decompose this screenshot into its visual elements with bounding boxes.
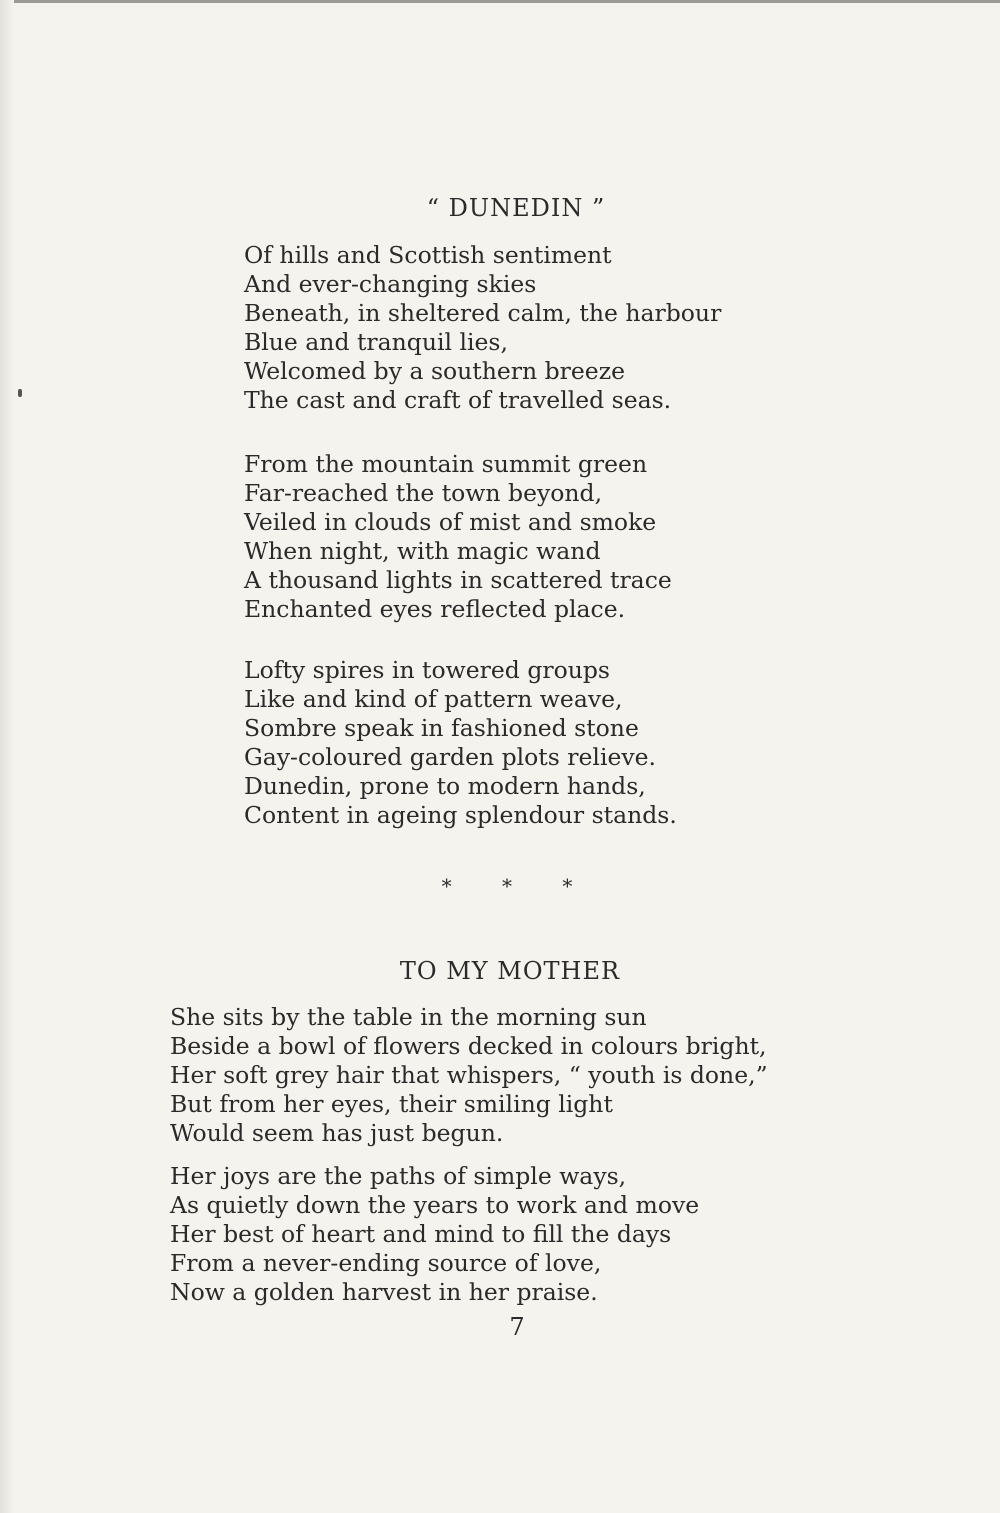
poem-line: Like and kind of pattern weave, bbox=[244, 685, 623, 713]
poem-line: Her joys are the paths of simple ways, bbox=[170, 1162, 627, 1190]
stanza bbox=[170, 1162, 699, 1307]
poem-line: Of hills and Scottish sentiment bbox=[244, 241, 612, 269]
page-top-edge bbox=[0, 0, 1000, 3]
poem-line: Veiled in clouds of mist and smoke bbox=[244, 508, 657, 536]
stanza bbox=[244, 241, 721, 415]
poem-title: “ DUNEDIN ” bbox=[426, 194, 606, 222]
poem-line: Her soft grey hair that whispers, “ youth is done,” bbox=[170, 1061, 768, 1089]
poem-line: A thousand lights in scattered trace bbox=[244, 566, 672, 594]
poem-line: When night, with magic wand bbox=[244, 537, 601, 565]
poem-line: Content in ageing splendour stands. bbox=[244, 801, 677, 829]
poem-title: TO MY MOTHER bbox=[399, 957, 621, 985]
poem-line: And ever-changing skies bbox=[244, 270, 537, 298]
poem-line: She sits by the table in the morning sun bbox=[170, 1003, 647, 1031]
poem-line: Sombre speak in fashioned stone bbox=[244, 714, 639, 742]
poem-line: Beneath, in sheltered calm, the harbour bbox=[244, 299, 722, 327]
stanza bbox=[244, 450, 672, 624]
poem-line: Beside a bowl of flowers decked in colours bright, bbox=[170, 1032, 767, 1060]
ink-speck bbox=[18, 389, 22, 397]
poem-line: Far-reached the town beyond, bbox=[244, 479, 603, 507]
poem-line: Now a golden harvest in her praise. bbox=[170, 1278, 598, 1306]
poem-line: Welcomed by a southern breeze bbox=[244, 357, 625, 385]
poem-line: Would seem has just begun. bbox=[170, 1119, 504, 1147]
page-number: 7 bbox=[509, 1313, 525, 1341]
poem-line: Blue and tranquil lies, bbox=[244, 328, 508, 356]
poem-line: As quietly down the years to work and move bbox=[170, 1191, 700, 1219]
poem-line: Gay-coloured garden plots relieve. bbox=[244, 743, 657, 771]
stanza bbox=[170, 1003, 768, 1148]
poem-line: Enchanted eyes reflected place. bbox=[244, 595, 626, 623]
stanza bbox=[244, 656, 677, 830]
poem-line: From the mountain summit green bbox=[244, 450, 648, 478]
poem-line: Her best of heart and mind to fill the days bbox=[170, 1220, 672, 1248]
poem-line: The cast and craft of travelled seas. bbox=[244, 386, 672, 414]
poem-line: Lofty spires in towered groups bbox=[244, 656, 610, 684]
poem-line: From a never-ending source of love, bbox=[170, 1249, 602, 1277]
poem-line: But from her eyes, their smiling light bbox=[170, 1090, 613, 1118]
poem-line: Dunedin, prone to modern hands, bbox=[244, 772, 646, 800]
section-separator: * * * bbox=[441, 874, 595, 898]
page-gutter-shadow bbox=[0, 0, 14, 1513]
